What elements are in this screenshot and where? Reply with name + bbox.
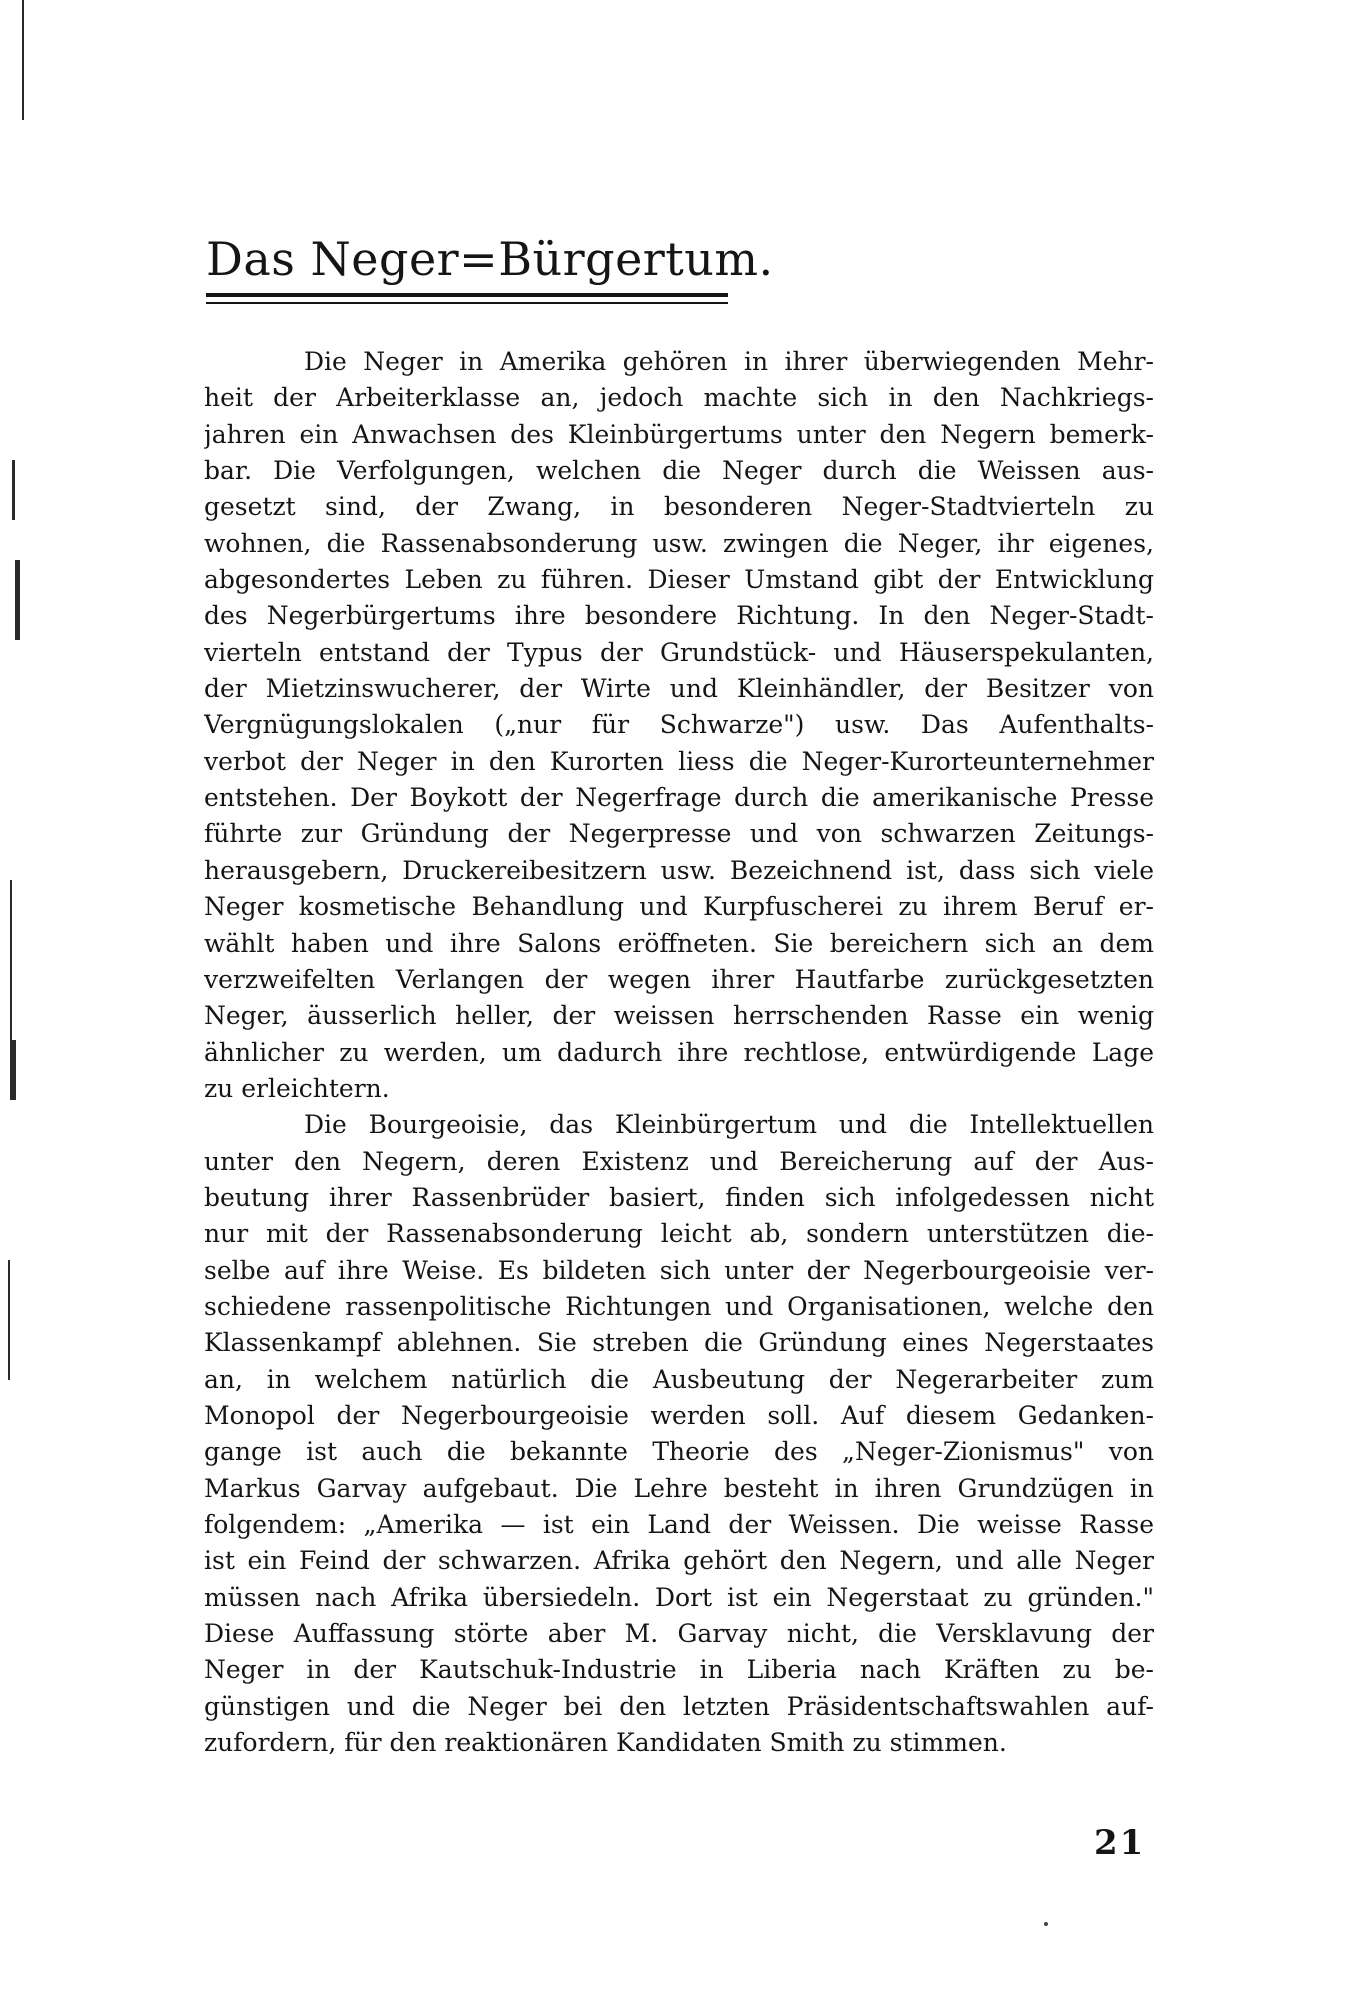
text-line: jahren ein Anwachsen des Kleinbürgertums unter den Negern bemerk- [204, 419, 1154, 449]
text-line: gange ist auch die bekannte Theorie des „Neger-Zionismus" von [204, 1437, 1154, 1467]
scan-edge-mark [15, 560, 20, 640]
body-text [204, 344, 1154, 1761]
text-line: folgendem: „Amerika — ist ein Land der Weissen. Die weisse Rasse [204, 1510, 1154, 1539]
text-line: zufordern, für den reaktionären Kandidaten Smith zu stimmen. [204, 1728, 1007, 1758]
text-line: führte zur Gründung der Negerpresse und von schwarzen Zeitungs- [204, 819, 1154, 849]
scan-edge-mark [8, 1260, 10, 1380]
scan-edge-mark [12, 1040, 16, 1100]
text-line: Klassenkampf ablehnen. Sie streben die Gründung eines Negerstaates [204, 1328, 1154, 1358]
text-line: müssen nach Afrika übersiedeln. Dort ist ein Negerstaat zu gründen." [204, 1582, 1154, 1612]
text-line: entstehen. Der Boykott der Negerfrage durch die amerikanische Presse [204, 783, 1154, 813]
text-line: ähnlicher zu werden, um dadurch ihre rechtlose, entwürdigende Lage [204, 1037, 1154, 1067]
text-line: des Negerbürgertums ihre besondere Richtung. In den Neger-Stadt- [204, 601, 1154, 631]
scan-speck [1044, 1922, 1048, 1926]
text-line: beutung ihrer Rassenbrüder basiert, finden sich infolgedessen nicht [204, 1182, 1154, 1212]
text-line: unter den Negern, deren Existenz und Bereicherung auf der Aus- [204, 1146, 1154, 1176]
text-line: verzweifelten Verlangen der wegen ihrer Hautfarbe zurückgesetzten [204, 964, 1154, 994]
text-line: zu erleichtern. [204, 1073, 390, 1103]
paragraph [204, 344, 1154, 1107]
scan-edge-mark [22, 0, 24, 120]
text-line: günstigen und die Neger bei den letzten Präsidentschaftswahlen auf- [204, 1691, 1154, 1721]
scan-edge-mark [12, 460, 15, 520]
text-line: heit der Arbeiterklasse an, jedoch machte sich in den Nachkriegs- [204, 383, 1154, 413]
text-line: Vergnügungslokalen („nur für Schwarze") usw. Das Aufenthalts- [204, 710, 1154, 740]
text-line: schiedene rassenpolitische Richtungen und Organisationen, welche den [204, 1291, 1154, 1321]
text-line: abgesondertes Leben zu führen. Dieser Umstand gibt der Entwicklung [204, 565, 1154, 595]
text-line: Die Neger in Amerika gehören in ihrer überwiegenden Mehr- [304, 347, 1154, 376]
text-line: Diese Auffassung störte aber M. Garvay nicht, die Versklavung der [204, 1619, 1154, 1649]
text-line: gesetzt sind, der Zwang, in besonderen Neger-Stadtvierteln zu [204, 492, 1154, 522]
page-number: 21 [1094, 1823, 1146, 1863]
text-line: bar. Die Verfolgungen, welchen die Neger durch die Weissen aus- [204, 456, 1154, 486]
text-line: Neger in der Kautschuk-Industrie in Liberia nach Kräften zu be- [204, 1655, 1154, 1685]
text-line: Die Bourgeoisie, das Kleinbürgertum und die Intellektuellen [304, 1110, 1154, 1140]
text-line: verbot der Neger in den Kurorten liess die Neger-Kurorteunternehmer [204, 746, 1154, 776]
text-line: der Mietzinswucherer, der Wirte und Kleinhändler, der Besitzer von [204, 674, 1154, 704]
text-line: wohnen, die Rassenabsonderung usw. zwingen die Neger, ihr eigenes, [204, 528, 1154, 558]
chapter-title: Das Neger=Bürgertum. [206, 232, 774, 286]
title-underline-thick [206, 293, 728, 297]
text-line: Monopol der Negerbourgeoisie werden soll. Auf diesem Gedanken- [204, 1400, 1154, 1430]
text-line: Markus Garvay aufgebaut. Die Lehre besteht in ihren Grundzügen in [204, 1473, 1154, 1503]
text-line: Neger kosmetische Behandlung und Kurpfuscherei zu ihrem Beruf er- [204, 892, 1154, 922]
text-line: selbe auf ihre Weise. Es bildeten sich unter der Negerbourgeoisie ver- [204, 1255, 1154, 1285]
title-underline-thin [206, 302, 728, 304]
text-line: nur mit der Rassenabsonderung leicht ab, sondern unterstützen die- [204, 1219, 1154, 1249]
text-line: wählt haben und ihre Salons eröffneten. Sie bereichern sich an dem [204, 928, 1154, 958]
text-line: ist ein Feind der schwarzen. Afrika gehört den Negern, und alle Neger [204, 1546, 1154, 1576]
text-line: Neger, äusserlich heller, der weissen herrschenden Rasse ein wenig [204, 1001, 1154, 1031]
paragraph [204, 1107, 1154, 1761]
text-line: an, in welchem natürlich die Ausbeutung der Negerarbeiter zum [204, 1364, 1154, 1394]
text-line: vierteln entstand der Typus der Grundstück- und Häuserspekulanten, [204, 637, 1154, 667]
text-line: herausgebern, Druckereibesitzern usw. Bezeichnend ist, dass sich viele [204, 855, 1154, 885]
